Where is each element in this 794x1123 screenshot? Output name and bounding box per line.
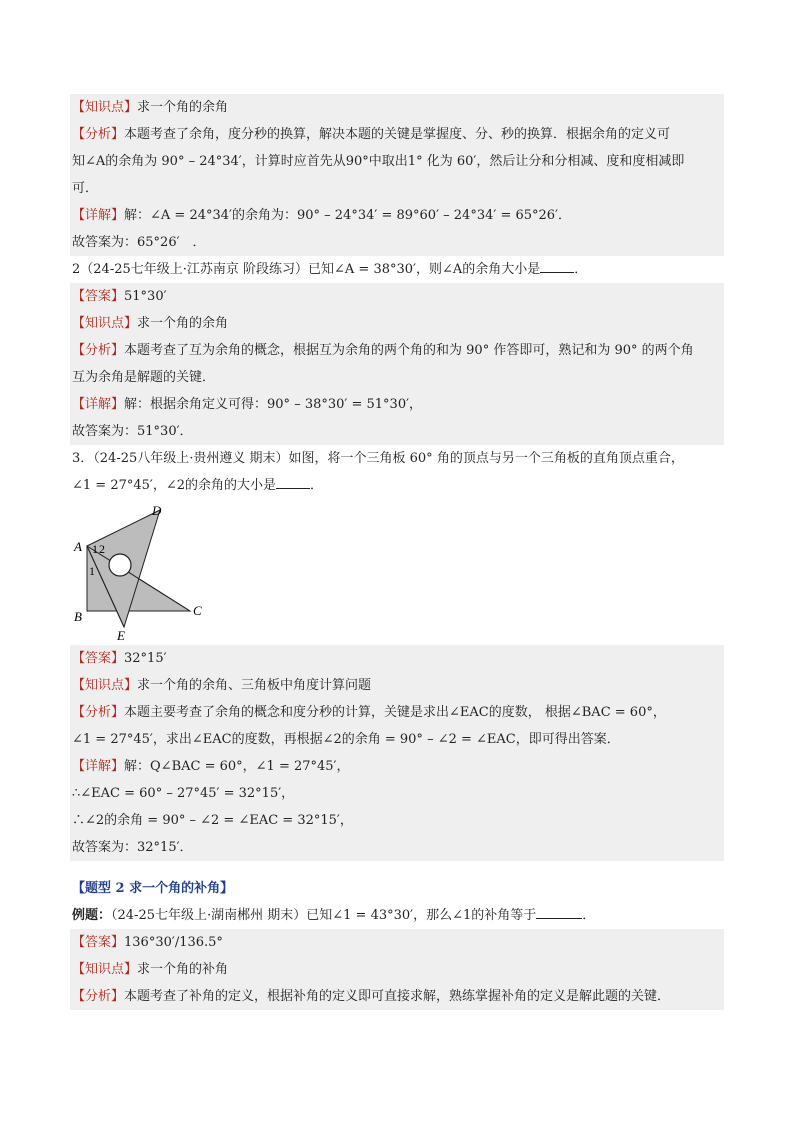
q2-analysis-line-1: 【分析】本题考查了互为余角的概念，根据互为余角的两个角的和为 90° 作答即可，熟记和为 90° 的两个角 <box>70 337 724 364</box>
answer-blank <box>276 474 310 489</box>
q2-analysis-line-2: 互为余角是解题的关键． <box>70 364 724 391</box>
q1-analysis-line-2: 知∠A的余角为 90° – 24°34′，计算时应首先从90°中取出1° 化为 60′，然后让分和分相减、度和度相减即 <box>70 148 724 175</box>
triangle-hole <box>109 554 131 576</box>
label-b: B <box>74 609 82 624</box>
label-e: E <box>117 628 125 643</box>
document-page <box>70 94 724 1010</box>
label-c: C <box>193 603 202 618</box>
answer-blank <box>540 258 574 273</box>
section-title-type-2: 【题型 2 求一个角的补角】 <box>70 875 724 902</box>
q3-question-line-1: 3．（24-25八年级上·贵州遵义 期末）如图，将一个三角板 60° 角的顶点与另一个三角板的直角顶点重合， <box>70 445 724 472</box>
label-angle-2: 2 <box>99 542 105 556</box>
q3-knowledge-point: 【知识点】求一个角的余角、三角板中角度计算问题 <box>70 672 724 699</box>
type2-knowledge-point: 【知识点】求一个角的补角 <box>70 956 724 983</box>
label-a: A <box>74 539 82 554</box>
triangle-diagram <box>70 503 240 643</box>
q2-answer: 【答案】51°30′ <box>70 283 724 310</box>
type2-analysis: 【分析】本题考查了补角的定义，根据补角的定义即可直接求解，熟练掌握补角的定义是解此题的关键． <box>70 983 724 1010</box>
q3-detail-line-2: ∴∠EAC = 60° – 27°45′ = 32°15′， <box>70 780 724 807</box>
q1-knowledge-point: 【知识点】求一个角的余角 <box>70 94 724 121</box>
q3-detail-line-1: 【详解】解：Q∠BAC = 60°，∠1 = 27°45′， <box>70 753 724 780</box>
q2-question: 2（24-25七年级上·江苏南京 阶段练习）已知∠A = 38°30′，则∠A的余角大小是 ． <box>70 256 724 283</box>
q3-analysis-line-2: ∠1 = 27°45′，求出∠EAC的度数，再根据∠2的余角 = 90° – ∠2 = ∠EAC，即可得出答案． <box>70 726 724 753</box>
q1-analysis-line-3: 可． <box>70 175 724 202</box>
q3-analysis-line-1: 【分析】本题主要考查了余角的概念和度分秒的计算，关键是求出∠EAC的度数， 根据∠BAC = 60°， <box>70 699 724 726</box>
triangle-figure <box>70 499 724 645</box>
q3-final-answer: 故答案为：32°15′． <box>70 834 724 861</box>
q3-question-line-2: ∠1 = 27°45′，∠2的余角的大小是 ． <box>70 472 724 499</box>
q1-final-answer: 故答案为：65°26′ ． <box>70 229 724 256</box>
q3-detail-line-3: ∴∠2的余角 = 90° – ∠2 = ∠EAC = 32°15′， <box>70 807 724 834</box>
label-angle-1-2: 1 <box>92 542 98 556</box>
q1-detail: 【详解】解：∠A = 24°34′的余角为：90° – 24°34′ = 89°60′ – 24°34′ = 65°26′． <box>70 202 724 229</box>
q3-answer: 【答案】32°15′ <box>70 645 724 672</box>
type2-example-question: 例题：（24-25七年级上·湖南郴州 期末）已知∠1 = 43°30′，那么∠1的补角等于 ． <box>70 902 724 929</box>
q2-detail: 【详解】解：根据余角定义可得：90° – 38°30′ = 51°30′， <box>70 391 724 418</box>
answer-blank <box>536 904 582 919</box>
q2-final-answer: 故答案为：51°30′． <box>70 418 724 445</box>
q1-analysis-line-1: 【分析】本题考查了余角，度分秒的换算，解决本题的关键是掌握度、分、秒的换算．根据余角的定义可 <box>70 121 724 148</box>
label-angle-1: 1 <box>89 564 95 578</box>
q2-knowledge-point: 【知识点】求一个角的余角 <box>70 310 724 337</box>
label-d: D <box>152 503 162 518</box>
type2-answer: 【答案】136°30′/136.5° <box>70 929 724 956</box>
